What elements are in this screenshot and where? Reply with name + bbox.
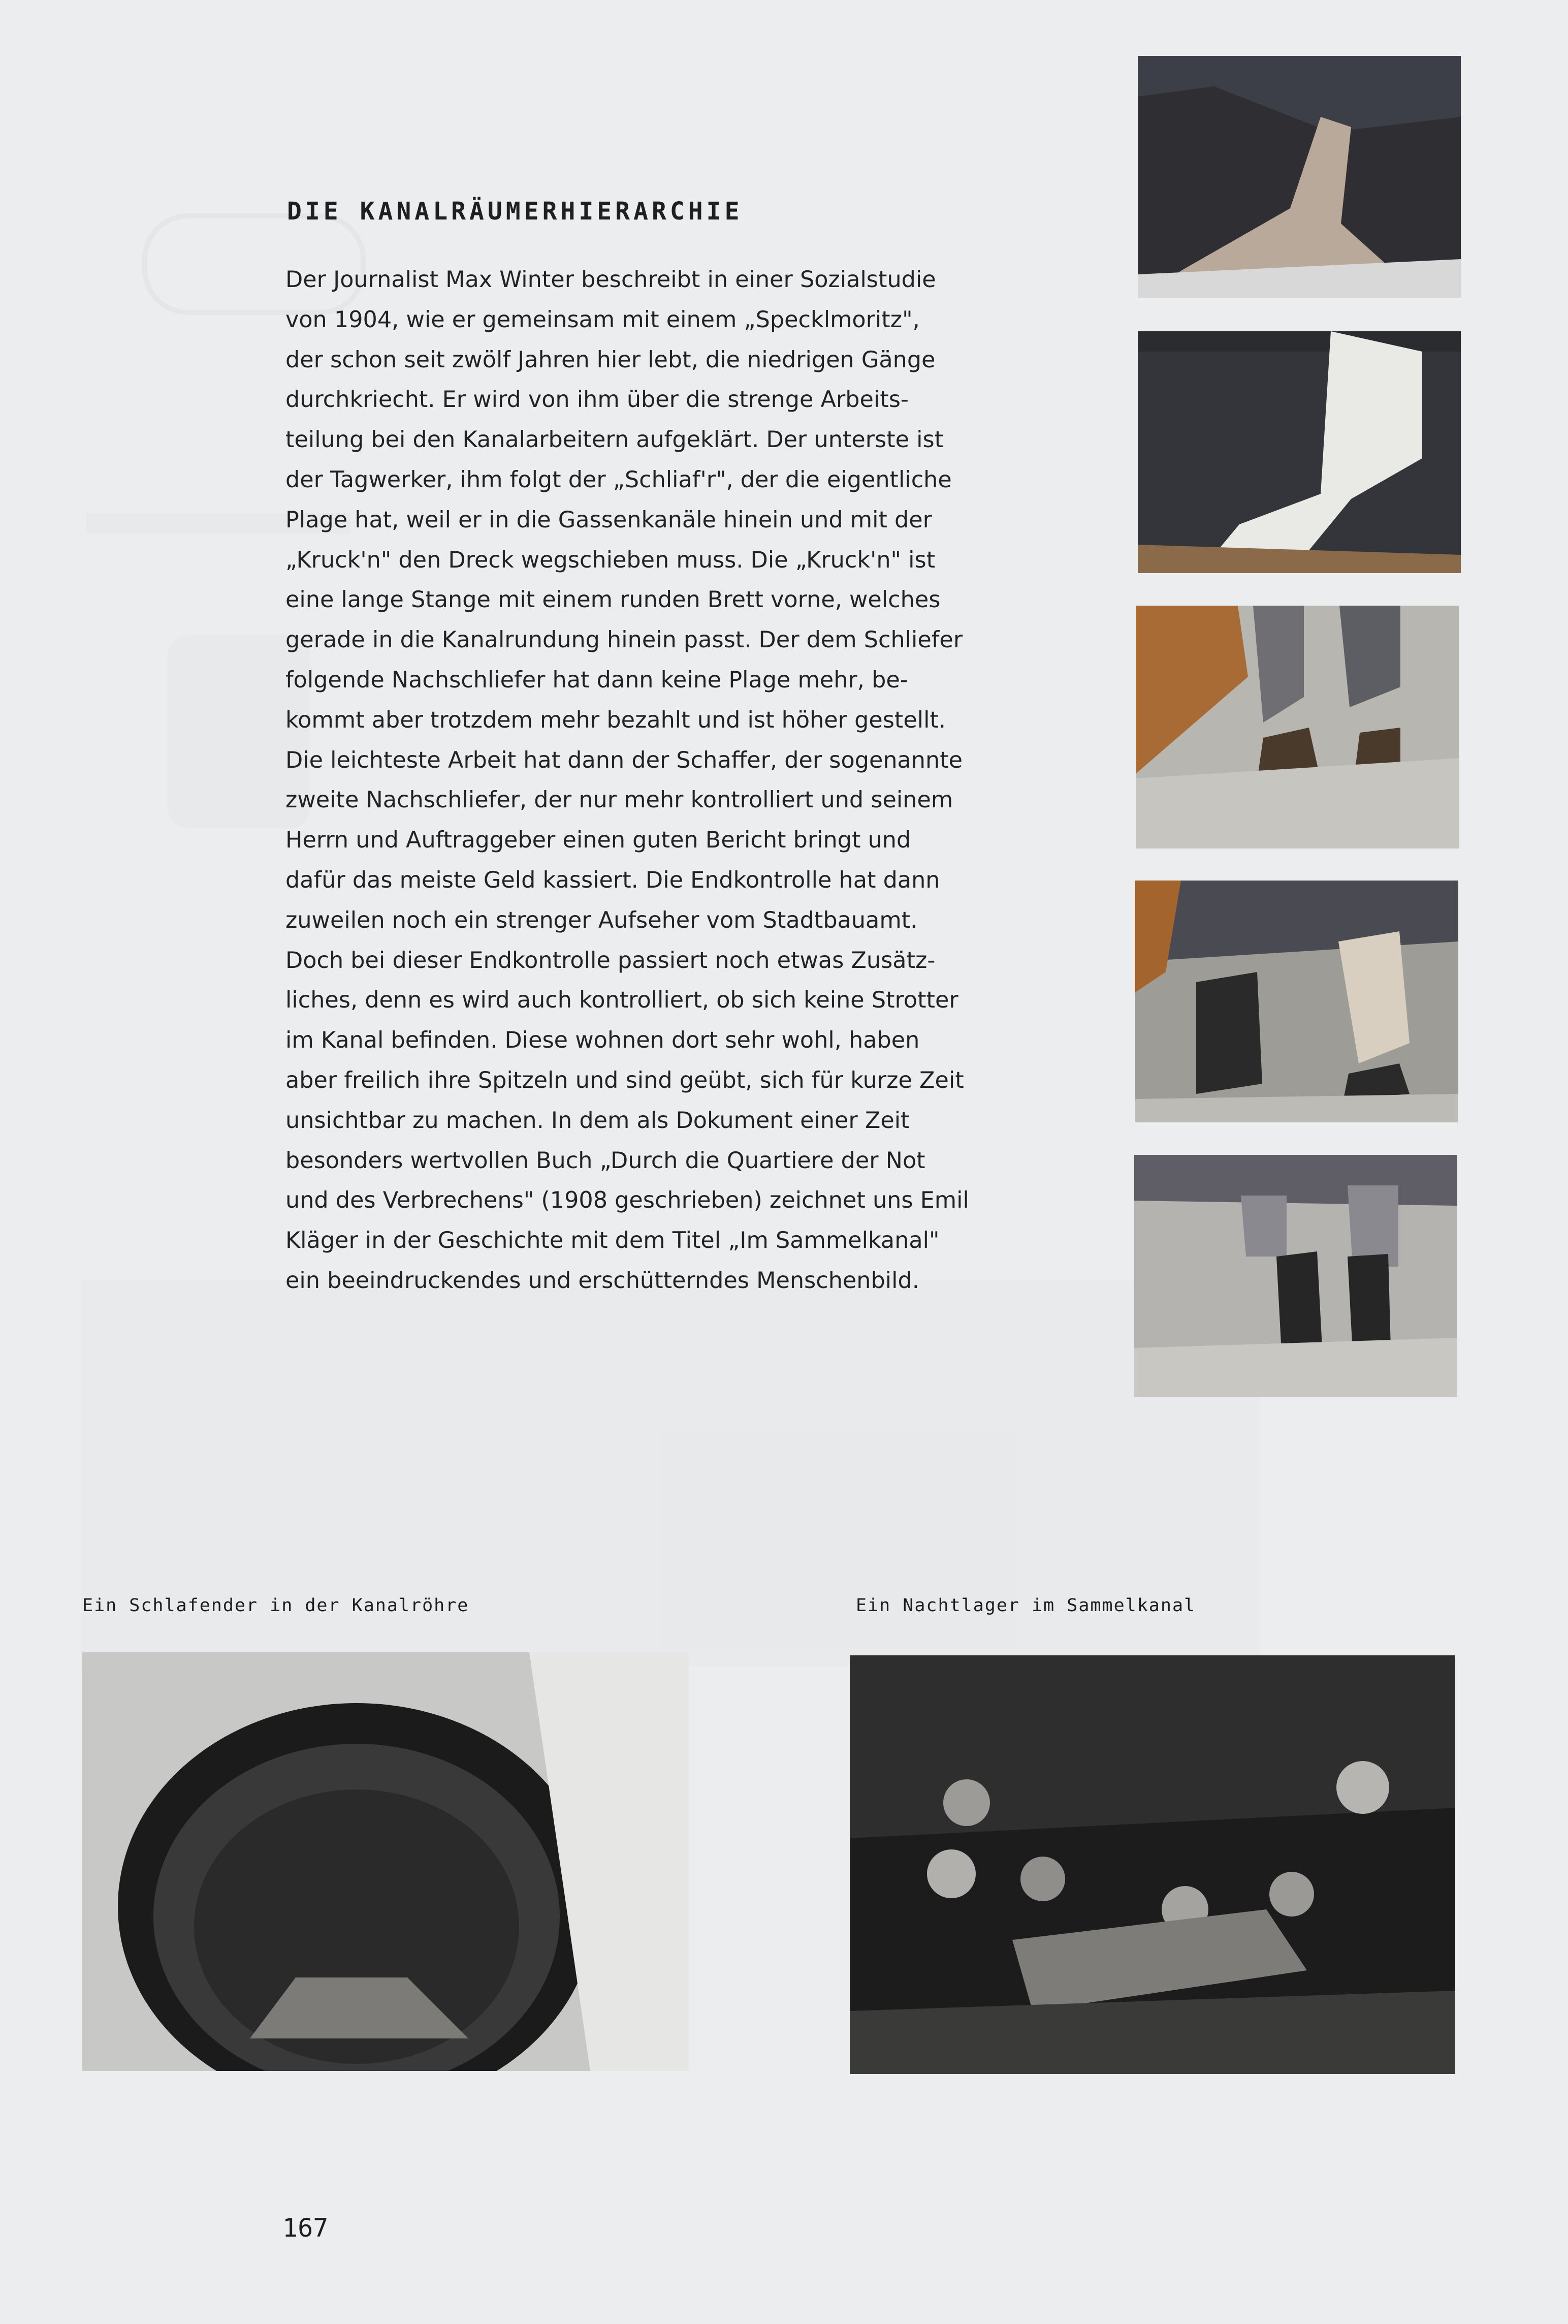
body-line: zweite Nachschliefer, der nur mehr kontrolliert und seinem — [285, 787, 953, 813]
body-line: kommt aber trotzdem mehr bezahlt und ist höher gestellt. — [285, 707, 946, 733]
body-line: im Kanal befinden. Diese wohnen dort sehr wohl, haben — [285, 1027, 920, 1054]
body-text — [285, 260, 969, 1301]
body-line: gerade in die Kanalrundung hinein passt. Der dem Schliefer — [285, 627, 963, 653]
body-line: von 1904, wie er gemeinsam mit einem „Specklmoritz", — [285, 306, 920, 333]
photo-men-in-boots — [1134, 1155, 1457, 1397]
page-number: 167 — [282, 2213, 329, 2243]
body-line: „Kruck'n" den Dreck wegschieben muss. Die „Kruck'n" ist — [285, 547, 936, 573]
photo-boots-being-put-on — [1135, 881, 1458, 1122]
photo-foot-wrapping-2 — [1138, 331, 1461, 573]
body-line: und des Verbrechens" (1908 geschrieben) zeichnet uns Emil — [285, 1187, 969, 1214]
body-line: Kläger in der Geschichte mit dem Titel „Im Sammelkanal" — [285, 1228, 940, 1254]
caption-right: Ein Nachtlager im Sammelkanal — [856, 1595, 1196, 1616]
photo-sleeper-in-pipe — [82, 1652, 689, 2071]
body-line: durchkriecht. Er wird von ihm über die strenge Arbeits- — [285, 387, 909, 413]
body-line: Plage hat, weil er in die Gassenkanäle hinein und mit der — [285, 507, 932, 533]
body-line: besonders wertvollen Buch „Durch die Quartiere der Not — [285, 1147, 925, 1174]
body-line: unsichtbar zu machen. In dem als Dokument einer Zeit — [285, 1107, 910, 1134]
body-line: zuweilen noch ein strenger Aufseher vom Stadtbauamt. — [285, 907, 918, 933]
caption-left: Ein Schlafender in der Kanalröhre — [82, 1595, 469, 1616]
body-line: liches, denn es wird auch kontrolliert, ob sich keine Strotter — [285, 987, 958, 1014]
photo-night-camp — [850, 1655, 1455, 2074]
body-line: eine lange Stange mit einem runden Brett vorne, welches — [285, 587, 941, 613]
body-line: aber freilich ihre Spitzeln und sind geübt, sich für kurze Zeit — [285, 1067, 964, 1093]
body-line: Herrn und Auftraggeber einen guten Bericht bringt und — [285, 827, 911, 854]
body-line: dafür das meiste Geld kassiert. Die Endkontrolle hat dann — [285, 867, 940, 893]
body-line: der Tagwerker, ihm folgt der „Schliaf'r", der die eigentliche — [285, 466, 952, 493]
body-line: Der Journalist Max Winter beschreibt in einer Sozialstudie — [285, 267, 936, 293]
body-line: Die leichteste Arbeit hat dann der Schaffer, der sogenannte — [285, 747, 963, 773]
photo-foot-wrapping-1 — [1138, 56, 1461, 298]
body-line: folgende Nachschliefer hat dann keine Plage mehr, be- — [285, 667, 908, 693]
body-line: ein beeindruckendes und erschütterndes Menschenbild. — [285, 1267, 919, 1294]
body-line: Doch bei dieser Endkontrolle passiert noch etwas Zusätz- — [285, 947, 936, 973]
body-line: der schon seit zwölf Jahren hier lebt, die niedrigen Gänge — [285, 347, 936, 373]
photo-feet-in-sandals — [1136, 606, 1459, 849]
body-line: teilung bei den Kanalarbeitern aufgeklärt. Der unterste ist — [285, 427, 944, 453]
section-heading: DIE KANALRÄUMERHIERARCHIE — [287, 197, 743, 226]
